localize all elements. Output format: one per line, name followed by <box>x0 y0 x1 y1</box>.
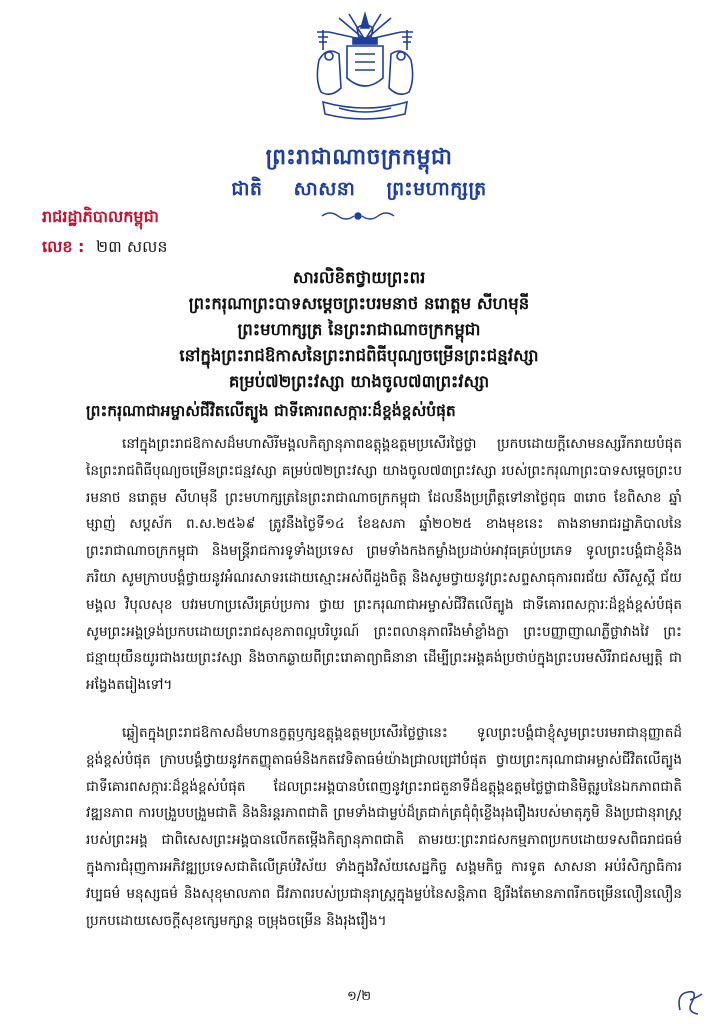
reference-value: ២៣ សលន <box>96 237 168 256</box>
paragraph-text: នៅក្នុងព្រះរាជឱកាសដ៏មហាសិរីមង្គលកិត្យានុភាពឧត្តុង្គឧត្តមប្រសើរថ្លៃថ្លា ប្រកបដោយក្តីសោមនស្សរីករាយបំផុត នៃព្រះរាជពិធីបុណ្យចម្រើនព្រះជន្មវស្សា គម្រប់៧២ព្រះវស្សា យាងចូល៧៣ព្រះវស្សា របស់ព្រះករុណាព្រះបាទសម្តេចព្រះបរមនាថ នរោត្តម សីហមុនី ព្រះមហាក្សត្រនៃព្រះរាជាណាចក្រកម្ពុជា ដែលនឹងប្រព្រឹត្តទៅនាថ្ងៃពុធ ៣រោច ខែពិសាខ ឆ្នាំម្សាញ់ សប្តស័ក ព.ស.២៥៦៩ ត្រូវនឹងថ្ងៃទី១៤ ខែឧសភា ឆ្នាំ២០២៥ ខាងមុខនេះ តាងនាមរាជរដ្ឋាភិបាលនៃព្រះរាជាណាចក្រកម្ពុជា និងមន្ត្រីរាជការទូទាំងប្រទេស ព្រមទាំងកងកម្លាំងប្រដាប់អាវុធគ្រប់ប្រភេទ ទូលព្រះបង្គំជាខ្ញុំនិងភរិយា សូមក្រាបបង្គំថ្វាយនូវអំណរសាទរដោយស្មោះអស់ពីដួងចិត្ត និងសូមថ្វាយនូវព្រះសព្ទសាធុការពរជ័យ សិរីសួស្តី ជ័យមង្គល វិបុលសុខ បវរមហាប្រសើរគ្រប់ប្រការ ថ្វាយ ព្រះករុណាជាអម្ចាស់ជីវិតលើត្បូង ជាទីគោរពសក្ការៈដ៏ខ្ពង់ខ្ពស់បំផុត សូមព្រះអង្គទ្រង់ប្រកបដោយព្រះរាជសុខភាពល្អបរិបូរណ៍ ព្រះពលានុភាពរឹងមាំខ្លាំងក្លា ព្រះបញ្ញាញាណភ្លឺថ្លាវាងវៃ ព្រះជន្មាយុយឺនយូរជាងរយព្រះវស្សា និងចាកឆ្ងាយពីព្រះរោគាព្យាធិនានា ដើម្បីព្រះអង្គគង់ប្រថាប់ក្នុងព្រះបរមសិរីរាជសម្បត្តិ ជាអង្វែងតរៀងទៅ។ <box>86 436 682 694</box>
page-number: ១/២ <box>346 989 372 1004</box>
reference-number <box>42 236 168 260</box>
decorative-divider-icon <box>320 208 396 224</box>
kingdom-name: ព្រះរាជាណាចក្រកម្ពុជា <box>265 145 453 170</box>
salutation: ព្រះករុណាជាអម្ចាស់ជីវិតលើត្បូង ជាទីគោរពសក្ការៈដ៏ខ្ពង់ខ្ពស់បំផុត <box>86 402 456 420</box>
national-motto: ជាតិ សាសនា ព្រះមហាក្សត្រ <box>231 178 487 200</box>
government-name: រាជរដ្ឋាភិបាលកម្ពុជា <box>42 207 159 226</box>
reference-label: លេខ : <box>42 237 85 256</box>
paragraph-text: ឆ្លៀតក្នុងព្រះរាជឱកាសដ៏មហានក្ខត្តឫក្សឧត្តុង្គឧត្តមប្រសើរថ្លៃថ្លានេះ ទូលព្រះបង្គំជាខ្ញុំសូមព្រះបរមរាជានុញ្ញាតដ៏ខ្ពង់ខ្ពស់បំផុត ក្រាបបង្គំថ្វាយនូវកតញ្ញុតាធម៌និងកតវេទិតាធម៌យ៉ាងជ្រាលជ្រៅបំផុត ថ្វាយព្រះករុណាជាអម្ចាស់ជីវិតលើត្បូង ជាទីគោរពសក្ការៈដ៏ខ្ពង់ខ្ពស់បំផុត ដែលព្រះអង្គបានបំពេញនូវព្រះរាជតួនាទីដ៏ឧត្តុង្គឧត្តមថ្លៃថ្លាជានិមិត្តរូបនៃឯកភាពជាតិ វឌ្ឍនភាព ការបង្រួបបង្រួមជាតិ និងនិរន្តរភាពជាតិ ព្រមទាំងជាម្លប់ដ៏ត្រជាក់ត្រជុំពុំខ្លើងរុងរឿងរបស់មាតុភូមិ និងប្រជានុរាស្ត្ររបស់ព្រះអង្គ ជាពិសេសព្រះអង្គបានលើកតម្កើងកិត្យានុភាពជាតិ តាមរយៈព្រះរាជសកម្មភាពប្រកបដោយទសពិធរាជធម៌ ក្នុងការជំរុញការអភិវឌ្ឍប្រទេសជាតិលើគ្រប់វិស័យ ទាំងក្នុងវិស័យសេដ្ឋកិច្ច សង្គមកិច្ច ការទូត សាសនា អប់រំសិក្សាធិការ វប្បធម៌ មនុស្សធម៌ និងសុខុមាលភាព ជីវភាពរបស់ប្រជានុរាស្ត្រក្នុងម្លប់នៃសន្តិភាព ឱ្យរីងតែមានភាពរីកចម្រើនលឿនលឿនប្រកបដោយសេចក្តីសុខក្សេមក្សាន្ត ចម្រុងចម្រើន និងរុងរឿង។ <box>86 725 682 929</box>
royal-arms-emblem-icon <box>309 10 421 124</box>
title-line-3: ព្រះមហាក្សត្រ នៃព្រះរាជាណាចក្រកម្ពុជា <box>237 320 481 339</box>
handwritten-initial-icon <box>672 984 706 1018</box>
title-line-4: នៅក្នុងព្រះរាជឱកាសនៃព្រះរាជពិធីបុណ្យចម្រើនព្រះជន្មវស្សា <box>179 346 539 365</box>
letter-title: សារលិខិតថ្វាយព្រះពរ <box>292 268 426 287</box>
title-line-2: ព្រះករុណាព្រះបាទសម្តេចព្រះបរមនាថ នរោត្តម សីហមុនី <box>188 294 530 313</box>
title-line-5: គម្រប់៧២ព្រះវស្សា យាងចូល៧៣ព្រះវស្សា <box>228 372 490 391</box>
body-paragraph-2 <box>86 720 682 934</box>
body-paragraph-1 <box>86 431 682 699</box>
